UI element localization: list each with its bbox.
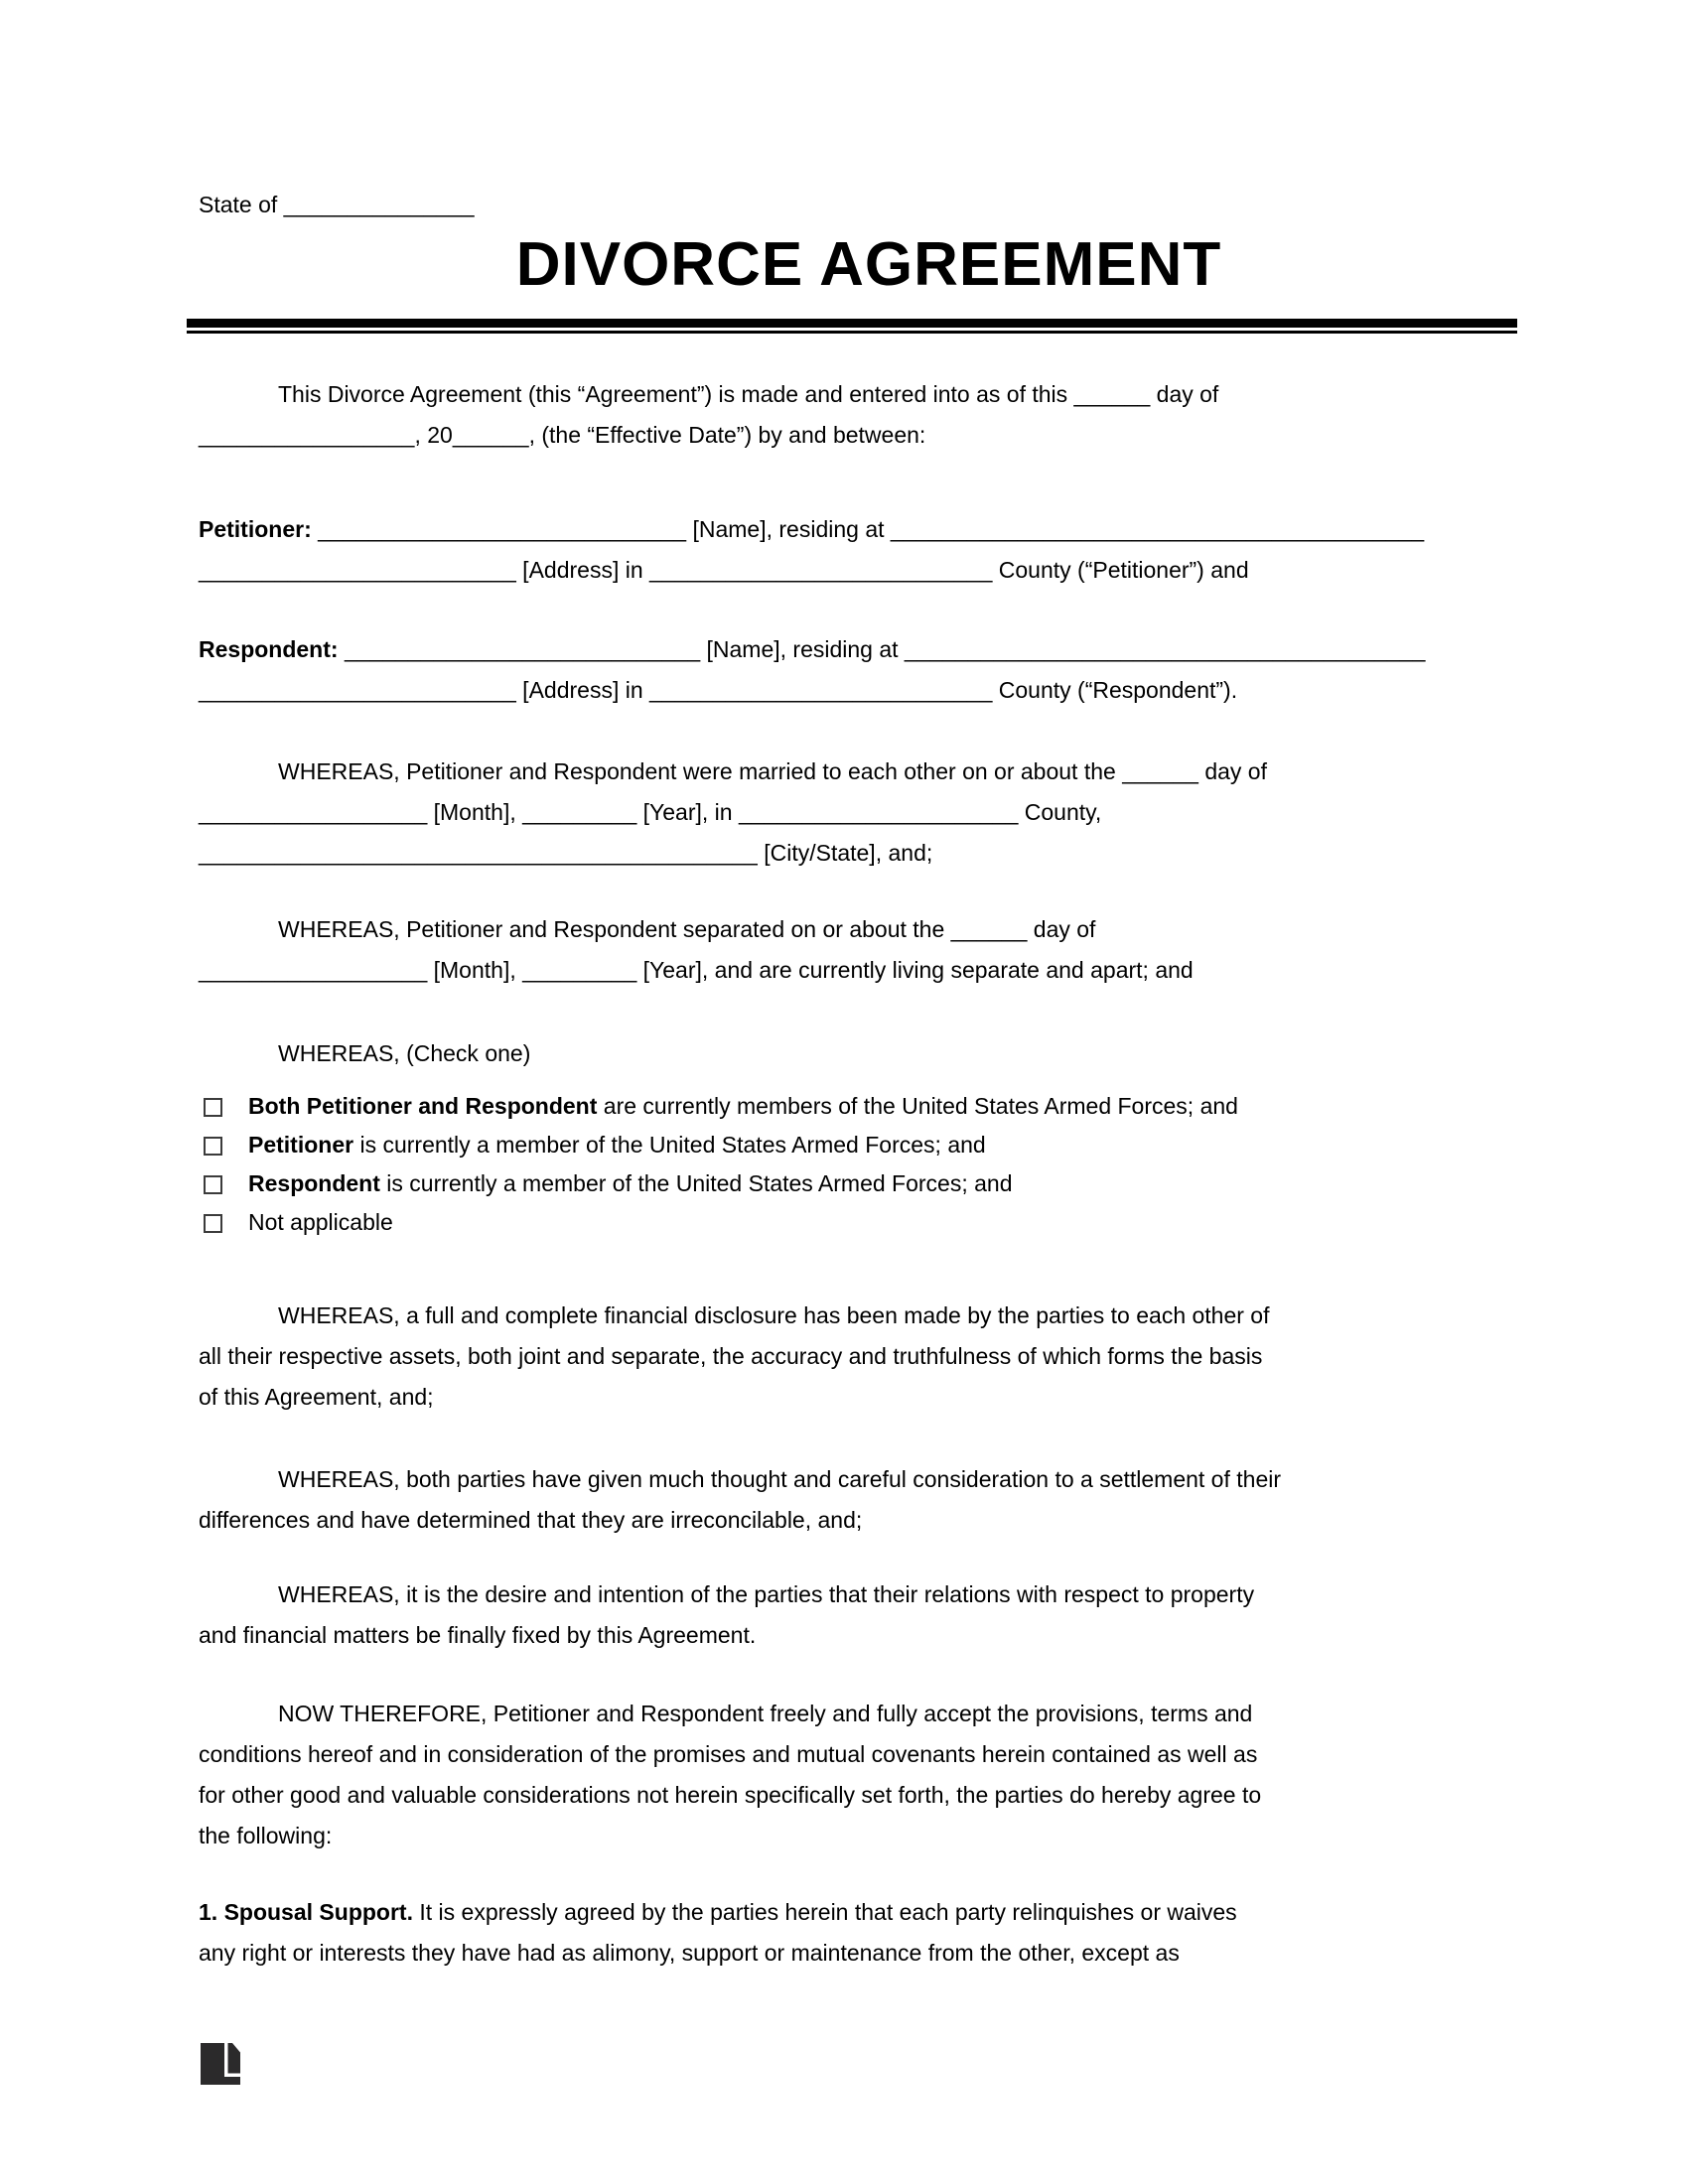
checkbox[interactable]	[204, 1214, 222, 1233]
text-line: _________________________ [Address] in ___________________________ County (“Petitioner”) and	[199, 557, 1249, 583]
text-line: the following:	[199, 1823, 333, 1848]
text-line: for other good and valuable considerations not herein specifically set forth, the parties do hereby agree to	[199, 1782, 1262, 1808]
text-line	[199, 629, 1501, 670]
now-therefore-clause	[199, 1694, 1501, 1856]
respondent-label: Respondent:	[199, 636, 339, 662]
whereas-check-one-clause	[199, 1033, 1501, 1074]
petitioner-details: _____________________________ [Name], residing at __________________________________________	[311, 516, 1425, 542]
text-line: differences and have determined that they are irreconcilable, and;	[199, 1507, 863, 1533]
spousal-support-section	[199, 1892, 1501, 1974]
option-text: is currently a member of the United States Armed Forces; and	[353, 1132, 986, 1158]
text-line: _________________, 20______, (the “Effective Date”) by and between:	[199, 422, 926, 448]
option-text: is currently a member of the United States Armed Forces; and	[379, 1170, 1013, 1196]
text-line: WHEREAS, it is the desire and intention of the parties that their relations with respect to property	[278, 1581, 1255, 1607]
text-line: __________________ [Month], _________ [Year], in ______________________ County,	[199, 799, 1102, 825]
text-line: This Divorce Agreement (this “Agreement”) is made and entered into as of this ______ day of	[278, 381, 1219, 407]
text-line: all their respective assets, both joint and separate, the accuracy and truthfulness of which forms the basis	[199, 1343, 1263, 1369]
text-line: WHEREAS, Petitioner and Respondent separated on or about the ______ day of	[278, 916, 1096, 942]
text-line: WHEREAS, a full and complete financial disclosure has been made by the parties to each other of	[278, 1302, 1270, 1328]
respondent-clause	[199, 629, 1501, 711]
option-text: are currently members of the United States Armed Forces; and	[597, 1093, 1238, 1119]
text-line: ____________________________________________ [City/State], and;	[199, 840, 933, 866]
text-line: NOW THEREFORE, Petitioner and Respondent freely and fully accept the provisions, terms and	[278, 1701, 1253, 1726]
whereas-married-clause	[199, 751, 1501, 874]
state-of-line: State of _______________	[199, 192, 475, 217]
whereas-settlement-clause	[199, 1459, 1501, 1541]
legal-templates-logo	[201, 2043, 240, 2085]
checkbox[interactable]	[204, 1098, 222, 1117]
option-label: Respondent	[248, 1170, 380, 1196]
whereas-disclosure-clause	[199, 1296, 1501, 1418]
checkbox[interactable]	[204, 1175, 222, 1194]
text-line: conditions hereof and in consideration of the promises and mutual covenants herein contained as well as	[199, 1741, 1258, 1767]
whereas-separated-clause	[199, 909, 1501, 991]
petitioner-label: Petitioner:	[199, 516, 312, 542]
checkbox-option-petitioner	[199, 1126, 1501, 1164]
text-line	[199, 509, 1501, 550]
text-line: _________________________ [Address] in ___________________________ County (“Respondent”).	[199, 677, 1238, 703]
text-line	[199, 1892, 1501, 1933]
title-divider	[187, 319, 1517, 334]
text-line: of this Agreement, and;	[199, 1384, 434, 1410]
option-label: Petitioner	[248, 1132, 354, 1158]
section-text: It is expressly agreed by the parties herein that each party relinquishes or waives	[412, 1899, 1237, 1925]
respondent-details: ____________________________ [Name], residing at _________________________________________	[338, 636, 1426, 662]
text-line: any right or interests they have had as alimony, support or maintenance from the other, except as	[199, 1940, 1180, 1966]
checkbox-option-not-applicable	[199, 1203, 1501, 1242]
checkbox-option-both	[199, 1087, 1501, 1126]
whereas-desire-clause	[199, 1574, 1501, 1656]
intro-paragraph	[199, 374, 1501, 456]
text-line: WHEREAS, (Check one)	[278, 1040, 531, 1066]
text-line: WHEREAS, Petitioner and Respondent were married to each other on or about the ______ day of	[278, 758, 1267, 784]
option-text: Not applicable	[248, 1209, 393, 1235]
document-body	[199, 0, 1501, 1974]
text-line: and financial matters be finally fixed by this Agreement.	[199, 1622, 757, 1648]
checkbox-option-respondent	[199, 1164, 1501, 1203]
checkbox[interactable]	[204, 1137, 222, 1156]
section-heading: 1. Spousal Support.	[199, 1899, 413, 1925]
text-line: __________________ [Month], _________ [Year], and are currently living separate and apart; and	[199, 957, 1194, 983]
option-label: Both Petitioner and Respondent	[248, 1093, 598, 1119]
petitioner-clause	[199, 509, 1501, 591]
page-title: DIVORCE AGREEMENT	[515, 230, 1222, 299]
armed-forces-options	[199, 1087, 1501, 1242]
text-line: WHEREAS, both parties have given much thought and careful consideration to a settlement of their	[278, 1466, 1282, 1492]
